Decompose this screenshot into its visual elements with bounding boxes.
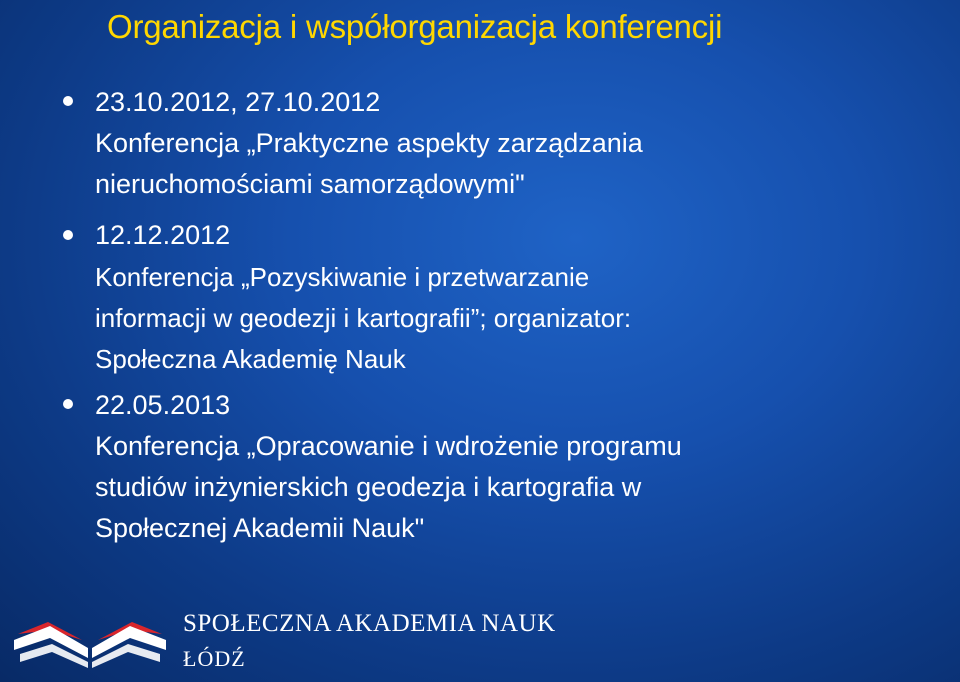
bullet-2-date: 12.12.2012	[95, 220, 231, 250]
bullet-3-date: 22.05.2013	[95, 390, 231, 420]
bullet-2-line-3: informacji w geodezji i kartografii”; organizator:	[95, 303, 632, 333]
bullet-marker	[63, 230, 73, 240]
open-book-logo-icon	[10, 604, 170, 676]
bullet-marker	[63, 96, 73, 106]
organization-name: SPOŁECZNA AKADEMIA NAUK	[183, 610, 556, 637]
footer	[0, 600, 960, 682]
slide-title: Organizacja i współorganizacja konferencji	[107, 8, 723, 45]
bullet-1-date: 23.10.2012, 27.10.2012	[95, 87, 381, 117]
bullet-2-line-2: Konferencja „Pozyskiwanie i przetwarzanie	[95, 262, 590, 292]
bullet-3-line-2: Konferencja „Opracowanie i wdrożenie programu	[95, 431, 682, 461]
bullet-3-line-3: studiów inżynierskich geodezja i kartografia w	[95, 472, 642, 502]
bullet-1-line-3: nieruchomościami samorządowymi"	[95, 169, 525, 199]
organization-city: ŁÓDŹ	[183, 646, 246, 671]
bullet-marker	[63, 399, 73, 409]
bullet-3-line-4: Społecznej Akademii Nauk"	[95, 513, 425, 543]
bullet-2-line-4: Społeczna Akademię Nauk	[95, 344, 406, 374]
bullet-1-line-2: Konferencja „Praktyczne aspekty zarządzania	[95, 128, 643, 158]
